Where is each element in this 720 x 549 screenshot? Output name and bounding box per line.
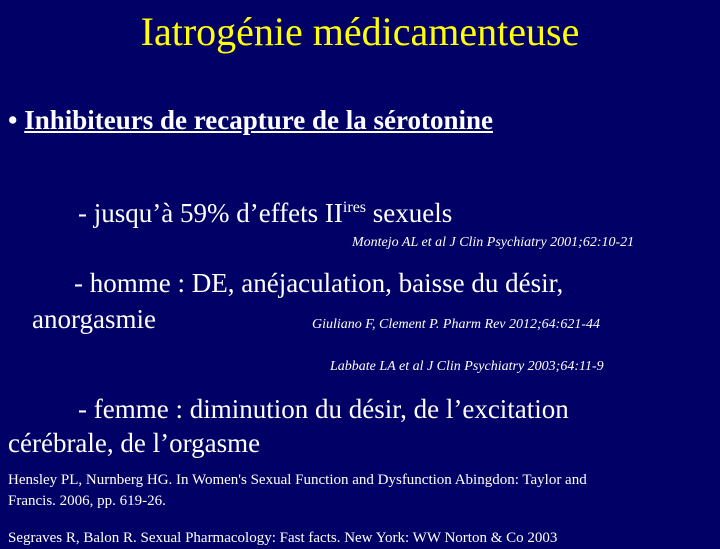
item-effects-sup: ires — [342, 199, 367, 216]
bullet-heading-text: Inhibiteurs de recapture de la sérotonine — [24, 105, 493, 135]
item-femme-line2: cérébrale, de l’orgasme — [8, 428, 261, 458]
ref-montejo: Montejo AL et al J Clin Psychiatry 2001;62:10-21 — [352, 235, 635, 250]
item-effects-pre: - jusqu’à 59% d’effets II — [78, 198, 343, 228]
item-effects-post: sexuels — [366, 198, 453, 228]
item-femme-line1: - femme : diminution du désir, de l’excitation — [78, 394, 569, 424]
item-homme-line1: - homme : DE, anéjaculation, baisse du désir, — [74, 268, 564, 298]
slide-title: Iatrogénie médicamenteuse — [140, 9, 580, 54]
ref-labbate: Labbate LA et al J Clin Psychiatry 2003;64:11-9 — [330, 359, 604, 374]
item-effects — [78, 196, 452, 230]
ref-giuliano: Giuliano F, Clement P. Pharm Rev 2012;64:621-44 — [312, 317, 601, 332]
ref-bottom-partial: Segraves R, Balon R. Sexual Pharmacology: Fast facts. New York: WW Norton & Co 2003 — [8, 530, 558, 546]
ref-hensley-line2: Francis. 2006, pp. 619-26. — [8, 493, 166, 509]
bullet-heading — [8, 102, 493, 138]
ref-hensley-line1: Hensley PL, Nurnberg HG. In Women's Sexual Function and Dysfunction Abingdon: Taylor and — [8, 472, 587, 488]
item-homme-line2: anorgasmie — [32, 304, 156, 334]
bullet-symbol: • — [8, 105, 18, 135]
